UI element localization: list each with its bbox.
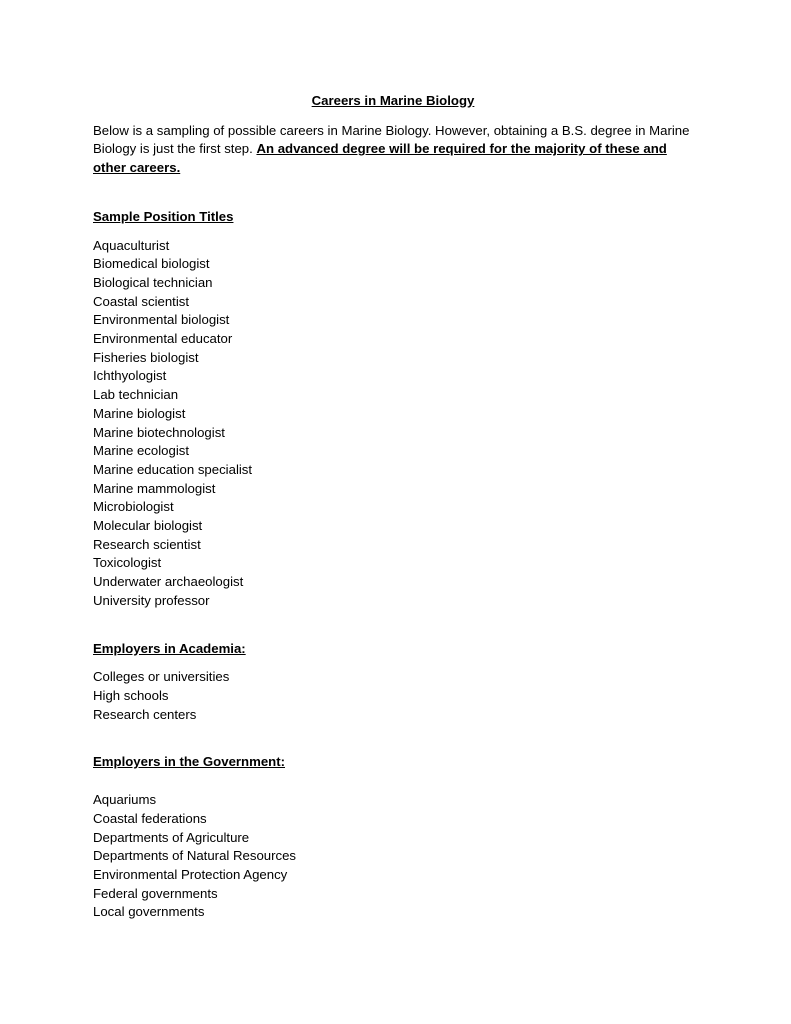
government-item: Departments of Agriculture	[93, 829, 250, 845]
academia-item: Research centers	[93, 706, 197, 722]
position-item: Marine biotechnologist	[93, 424, 225, 440]
position-item: Toxicologist	[93, 555, 162, 571]
government-item: Environmental Protection Agency	[93, 866, 288, 882]
document-title: Careers in Marine Biology	[311, 93, 475, 108]
intro-text: Below is a sampling of possible careers in Marine Biology. However, obtaining a B.S. degree in Marine Biology is just the first step.	[93, 122, 690, 157]
position-item: Marine biologist	[93, 405, 186, 421]
position-item: Aquaculturist	[93, 237, 170, 253]
positions-heading: Sample Position Titles	[93, 208, 234, 224]
position-item: Marine ecologist	[93, 443, 190, 459]
government-heading: Employers in the Government:	[93, 754, 285, 770]
government-item: Departments of Natural Resources	[93, 848, 297, 864]
position-item: Marine mammologist	[93, 480, 216, 496]
position-item: Environmental educator	[93, 331, 233, 347]
position-item: Microbiologist	[93, 499, 174, 515]
academia-list	[93, 668, 693, 724]
position-item: Biological technician	[93, 274, 213, 290]
position-item: Molecular biologist	[93, 518, 203, 534]
government-item: Federal governments	[93, 885, 218, 901]
position-item: Coastal scientist	[93, 293, 190, 309]
government-item: Coastal federations	[93, 810, 207, 826]
academia-item: High schools	[93, 687, 169, 703]
academia-heading: Employers in Academia:	[93, 640, 246, 656]
position-item: Environmental biologist	[93, 312, 230, 328]
position-item: Lab technician	[93, 387, 179, 403]
document-page	[93, 92, 693, 922]
position-item: University professor	[93, 592, 210, 608]
government-item: Local governments	[93, 904, 205, 920]
intro-paragraph	[93, 122, 693, 178]
position-item: Underwater archaeologist	[93, 574, 244, 590]
position-item: Marine education specialist	[93, 461, 253, 477]
position-item: Fisheries biologist	[93, 349, 199, 365]
positions-list	[93, 237, 693, 611]
position-item: Research scientist	[93, 536, 201, 552]
position-item: Ichthyologist	[93, 368, 167, 384]
government-item: Aquariums	[93, 792, 157, 808]
academia-item: Colleges or universities	[93, 669, 230, 685]
intro-emphasis: An advanced degree will be required for the majority of these and other careers.	[93, 141, 667, 176]
position-item: Biomedical biologist	[93, 256, 210, 272]
government-list	[93, 791, 693, 922]
